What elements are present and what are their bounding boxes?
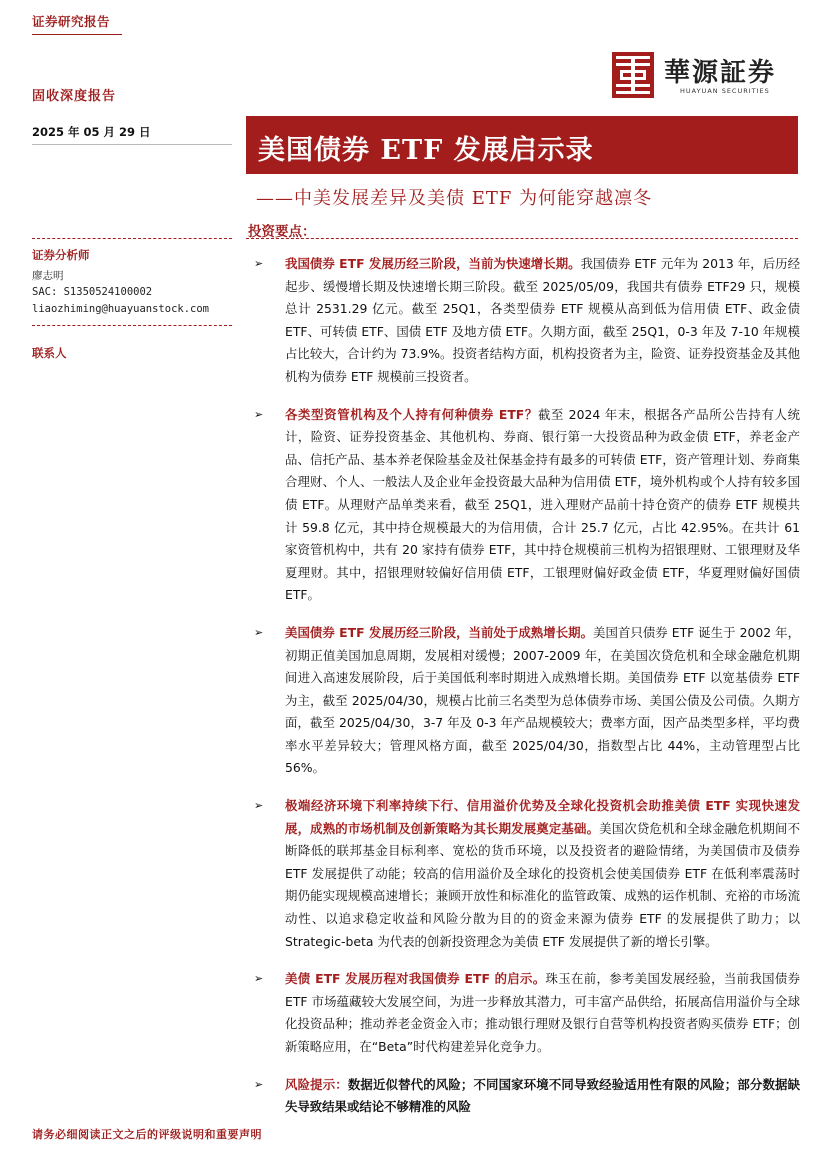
key-point-item: [254, 795, 800, 953]
report-date: 2025 年 05 月 29 日: [32, 125, 151, 139]
analyst-name: 廖志明: [32, 270, 64, 282]
key-points-label: 投资要点：: [248, 224, 316, 240]
analyst-email: liaozhiming@huayuanstock.com: [32, 303, 210, 315]
key-point-lead: 各类型资管机构及个人持有何种债券 ETF？: [285, 406, 538, 422]
risk-warning-lead: 风险提示：: [285, 1076, 348, 1092]
key-points-list: [254, 253, 800, 1119]
key-point-body: 我国债券 ETF 元年为 2013 年，后历经起步、缓慢增长期及快速增长期三阶段。截至 2025/05/09，我国共有债券 ETF29 只，规模总计 2531.29 亿元。截至 25Q1，各类型债券 ETF 规模从高到低为信用债 ETF、政金债 ETF、可转债 ETF、国债 ETF 及地方债 ETF。久期方面，截至 25Q1，0-3 年及 7-10 年规模占比较大，合计约为 73.9%。投资者结构方面，机构投资者为主，险资、证券投资基金及其他机构为债券 ETF 规模前三投资者。: [285, 256, 800, 384]
company-logo: [612, 52, 802, 100]
date-divider: [32, 144, 232, 145]
bullet-arrow-icon: ➢: [254, 407, 264, 421]
key-point-body: 珠玉在前，参考美国发展经验，当前我国债券 ETF 市场蕴藏较大发展空间，为进一步释放其潜力，可丰富产品供给，拓展高信用溢价与全球化投资品种；推动养老金资金入市；推动银行理财及银行自营等机构投资者购买债券 ETF；创新策略应用，在“Beta”时代构建差异化竞争力。: [285, 971, 800, 1054]
title-banner: [246, 116, 798, 174]
logo-name-cn: 華源証券: [664, 58, 777, 88]
analyst-sac-number: SAC: S1350524100002: [32, 286, 153, 298]
key-point-body: 美国次贷危机和全球金融危机期间不断降低的联邦基金目标利率、宽松的货币环境，以及投资者的避险情绪，为美国债市及债券 ETF 发展提供了动能；较高的信用溢价及全球化的投资机会使美国债券 ETF 在低利率震荡时期仍能实现规模高速增长；兼顾开放性和标准化的监管政策、成熟的运作机制、充裕的市场流动性、以追求稳定收益和风险分散为目的的资金来源为债券 ETF 的发展提供了助力；以 Strategic-beta 为代表的创新投资理念为美债 ETF 发展提供了新的增长引擎。: [285, 820, 801, 949]
key-point-lead: 极端经济环境下利率持续下行、信用溢价优势及全球化投资机会助推美债 ETF 实现快速发展，成熟的市场机制及创新策略为其长期发展奠定基础。: [285, 798, 800, 836]
key-points-divider: [246, 238, 798, 239]
bullet-arrow-icon: ➢: [254, 799, 264, 813]
report-category-label: 证券研究报告: [32, 14, 111, 29]
bullet-arrow-icon: ➢: [254, 625, 264, 639]
risk-warning-item: [254, 1074, 800, 1119]
bullet-arrow-icon: ➢: [254, 257, 264, 270]
key-point-item: [254, 404, 800, 607]
bullet-arrow-icon: ➢: [254, 972, 264, 986]
contact-section-label: 联系人: [32, 346, 67, 360]
huayuan-logo-icon: [612, 52, 654, 98]
sidebar-divider-2: [32, 325, 232, 326]
disclaimer-note: 请务必细阅读正文之后的评级说明和重要声明: [32, 1128, 262, 1141]
top-divider: [32, 34, 122, 35]
sidebar-divider: [32, 238, 232, 239]
key-point-item: [254, 968, 800, 1058]
key-point-lead: 美国债券 ETF 发展历经三阶段，当前处于成熟增长期。: [285, 624, 594, 640]
key-point-item: [254, 253, 800, 389]
bullet-arrow-icon: ➢: [254, 1077, 264, 1091]
analyst-section-label: 证券分析师: [32, 248, 90, 262]
risk-warning-body: 数据近似替代的风险；不同国家环境不同导致经验适用性有限的风险；部分数据缺失导致结果或结论不够精准的风险: [285, 1076, 801, 1115]
key-point-item: [254, 622, 800, 780]
report-type-label: 固收深度报告: [32, 89, 117, 104]
page-title: 美国债券 ETF 发展启示录: [258, 135, 594, 166]
key-point-body: 截至 2024 年末，根据各产品所公告持有人统计，险资、证券投资基金、其他机构、券商、银行第一大投资品种为政金债 ETF，养老金产品、信托产品、基本养老保险基金及社保基金持有最多的可转债 ETF，资产管理计划、券商集合理财、个人、一般法人及企业年金投资最大品种为信用债 ETF，境外机构或个人持有较多国债 ETF。从理财产品单类来看，截至 25Q1，进入理财产品前十持仓资产的债券 ETF 规模共计 59.8 亿元，其中持仓规模最大的为信用债，合计 25.7 亿元，占比 42.95%。在共计 61 家资管机构中，共有 20 家持有债券 ETF，其中持仓规模前三机构为招银理财、工银理财及华夏理财。其中，招银理财较偏好信用债 ETF，工银理财偏好政金债 ETF，华夏理财偏好国债 ETF。: [285, 406, 800, 603]
logo-name-en: HUAYUAN SECURITIES: [680, 87, 770, 95]
key-point-body: 美国首只债券 ETF 诞生于 2002 年，初期正值美国加息周期，发展相对缓慢；2007-2009 年，在美国次贷危机和全球金融危机期间进入高速发展阶段，后于美国低利率时期进入成熟增长期。美国债券 ETF 以宽基债券 ETF 为主，截至 2025/04/30，规模占比前三名类型为总体债券市场、美国公债及公司债。久期方面，截至 2025/04/30，3-7 年及 0-3 年产品规模较大；费率方面，因产品类型多样，平均费率水平差异较大；管理风格方面，截至 2025/04/30，指数型占比 44%，主动管理型占比 56%。: [285, 624, 800, 776]
key-point-lead: 美债 ETF 发展历程对我国债券 ETF 的启示。: [285, 971, 546, 987]
page-subtitle: ——中美发展差异及美债 ETF 为何能穿越凛冬: [256, 188, 653, 209]
key-point-lead: 我国债券 ETF 发展历经三阶段，当前为快速增长期。: [285, 256, 581, 271]
